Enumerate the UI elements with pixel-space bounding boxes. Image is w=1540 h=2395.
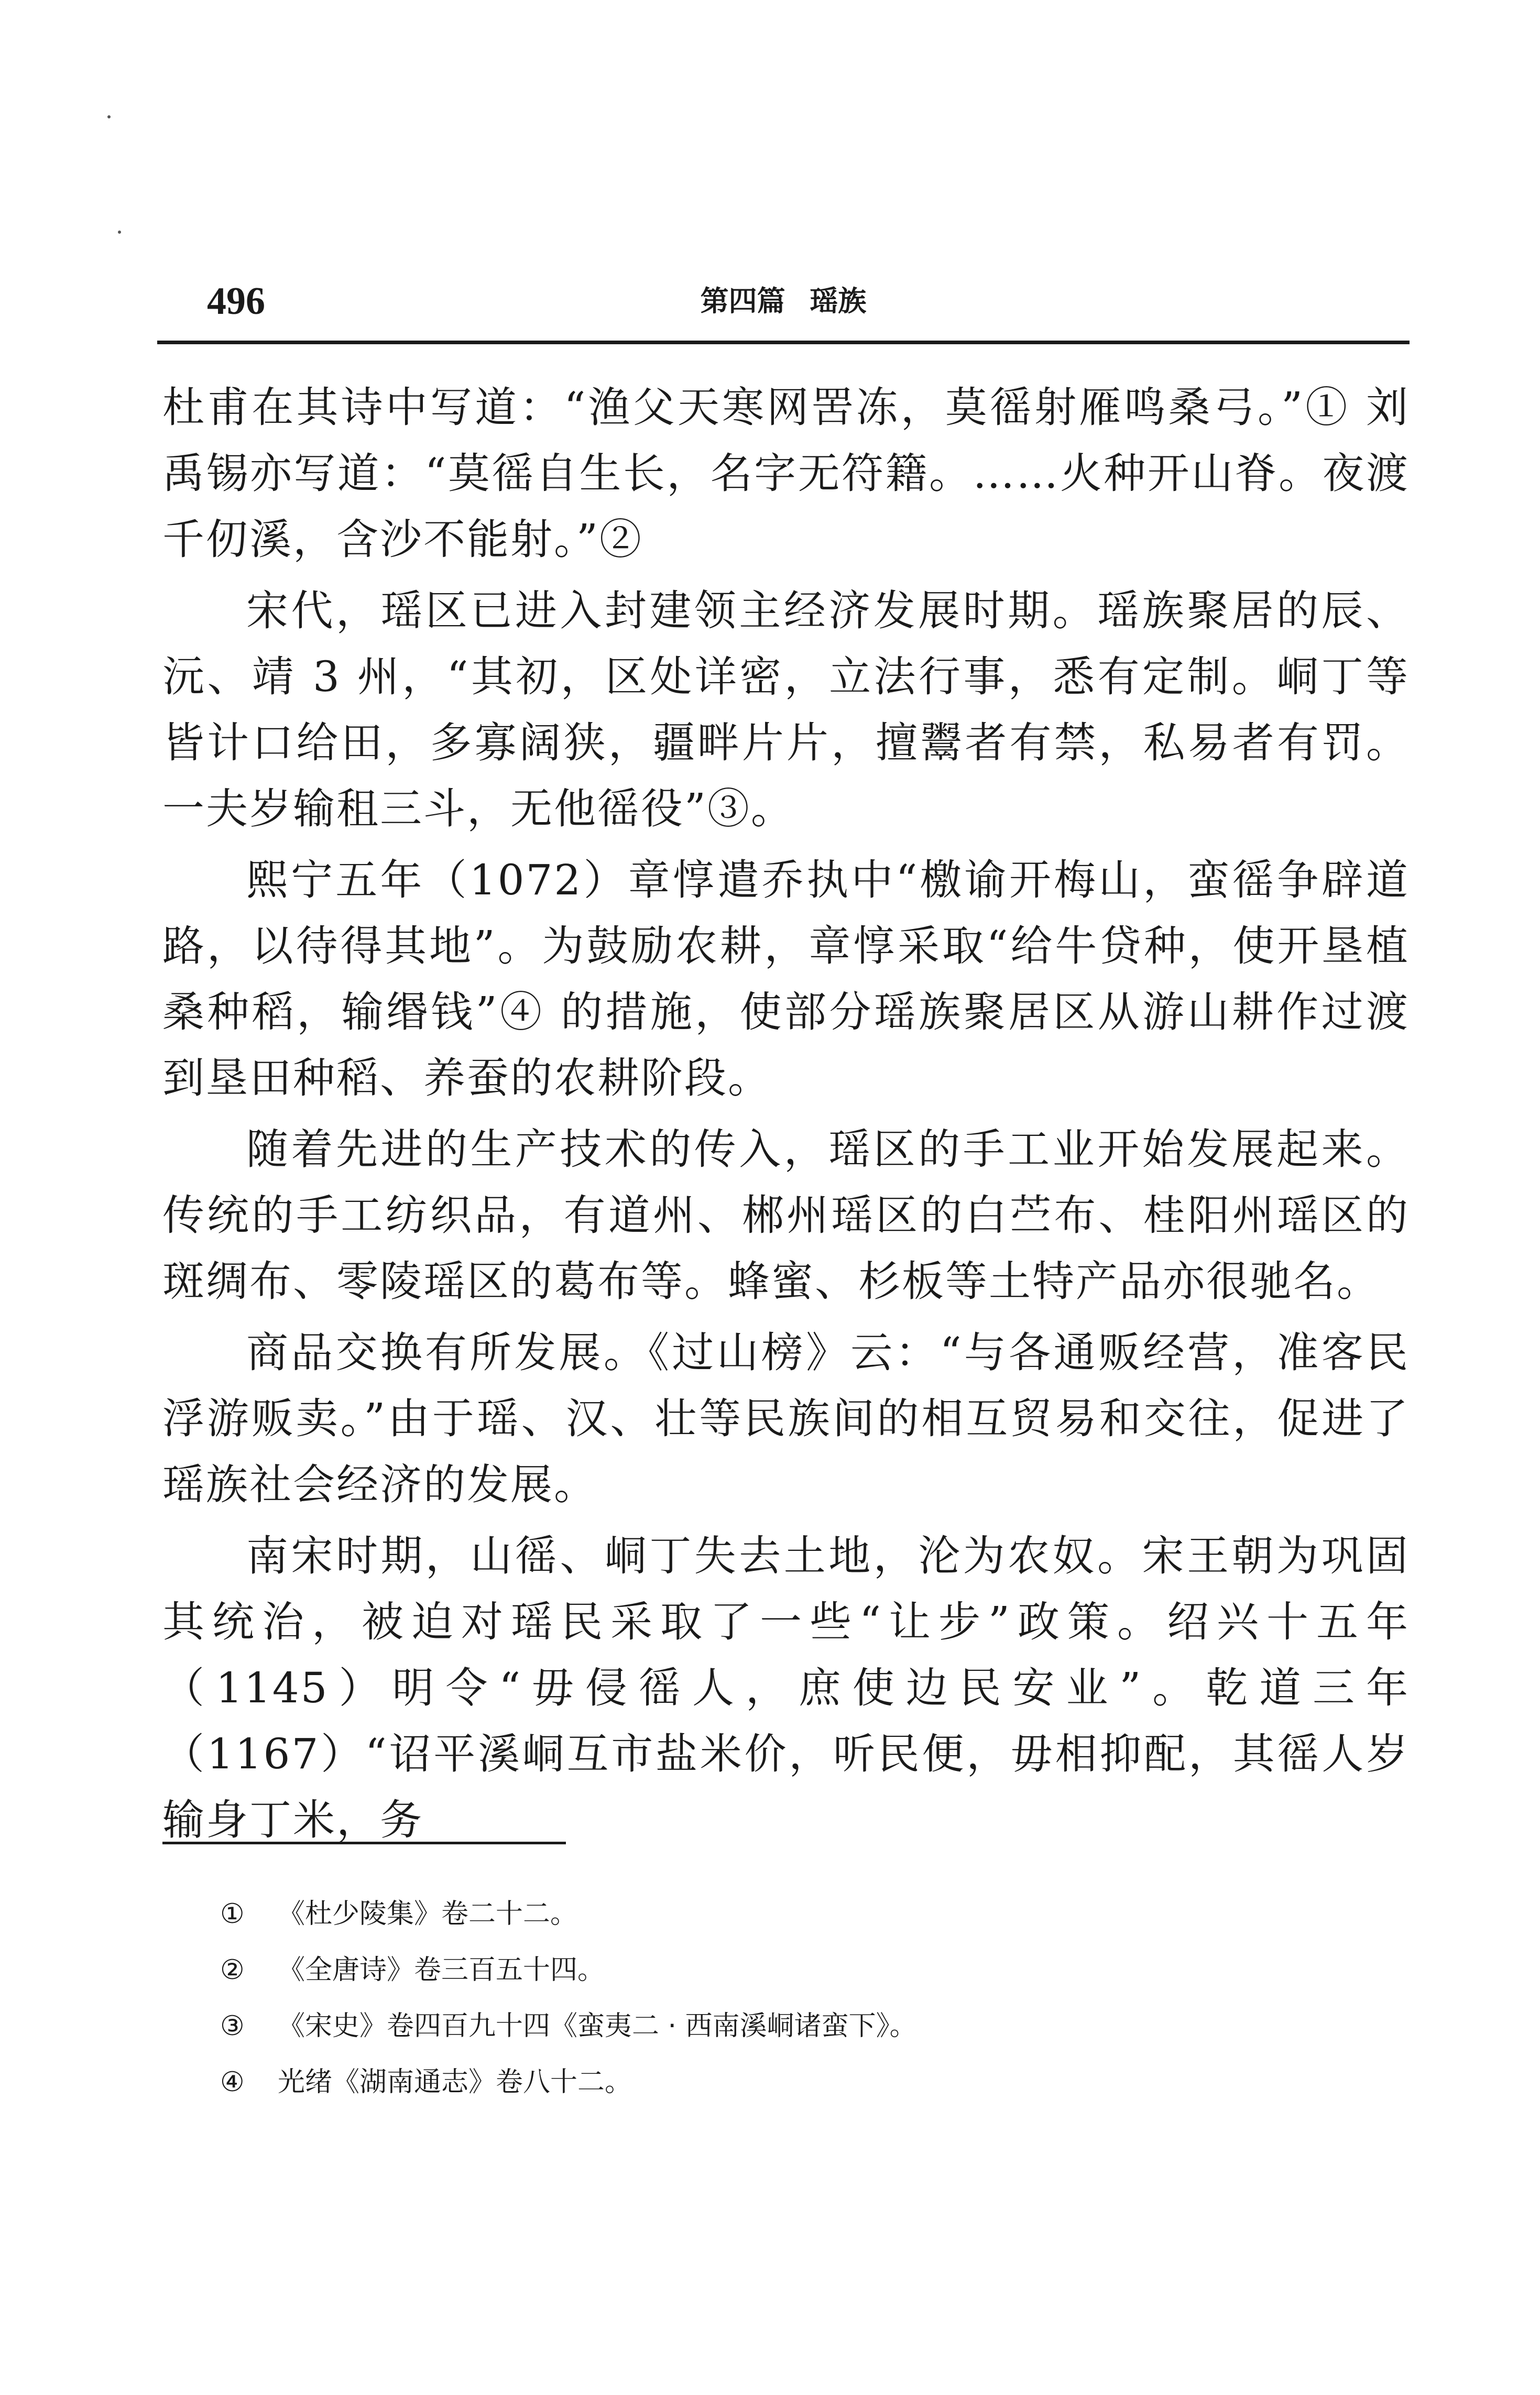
footnote-marker: ③ [220,2010,245,2042]
header-rule [157,341,1410,344]
paragraph: 宋代，瑶区已进入封建领主经济发展时期。瑶族聚居的辰、沅、靖 3 州，“其初，区处详密，立法行事，悉有定制。峒丁等皆计口给田，多寡阔狭，疆畔片片，擅鬻者有禁，私易者有罚。一夫岁输租三斗，无他徭役”③。 [162,586,1410,833]
footnotes [220,1886,1373,2110]
paragraph: 随着先进的生产技术的传入，瑶区的手工业开始发展起来。传统的手工纺织品，有道州、郴州瑶区的白苎布、桂阳州瑶区的斑绸布、零陵瑶区的葛布等。蜂蜜、杉板等土特产品亦很驰名。 [162,1125,1410,1306]
footnote-marker: ② [220,1954,245,1986]
paragraph: 商品交换有所发展。《过山榜》云：“与各通贩经营，准客民浮游贩卖。”由于瑶、汉、壮等民族间的相互贸易和交往，促进了瑶族社会经济的发展。 [162,1328,1410,1509]
footnote [220,1886,1373,1942]
footnote [220,1998,1373,2054]
footnote-marker: ④ [220,2066,245,2098]
footnote [220,2054,1373,2110]
paragraph: 南宋时期，山徭、峒丁失去土地，沦为农奴。宋王朝为巩固其统治，被迫对瑶民采取了一些“让步”政策。绍兴十五年（1145）明令“毋侵徭人，庶使边民安业”。乾道三年（1167）“诏平溪峒互市盐米价，听民便，毋相抑配，其徭人岁输身丁米，务 [162,1532,1410,1844]
scan-speck [107,115,111,118]
running-title [157,272,1410,330]
chapter-title: 瑶族 [810,285,867,318]
scan-speck [118,231,121,234]
footnote-text: 光绪《湖南通志》卷八十二。 [278,2066,632,2098]
page-number: 496 [207,280,265,323]
page-header [157,272,1410,330]
footnote-marker: ① [220,1898,245,1930]
paragraph: 杜甫在其诗中写道：“渔父天寒网罟冻，莫徭射雁鸣桑弓。”① 刘禹锡亦写道：“莫徭自生长，名字无符籍。……火种开山脊。夜渡千仞溪，含沙不能射。”② [162,383,1410,564]
footnote [220,1942,1373,1998]
footnote-rule [162,1842,566,1844]
footnote-text: 《杜少陵集》卷二十二。 [278,1898,578,1930]
footnote-text: 《全唐诗》卷三百五十四。 [278,1954,605,1986]
footnote-text: 《宋史》卷四百九十四《蛮夷二 · 西南溪峒诸蛮下》。 [278,2010,917,2042]
body-text [162,375,1410,1858]
part-title: 第四篇 [700,285,785,318]
paragraph: 熙宁五年（1072）章惇遣乔执中“檄谕开梅山，蛮徭争辟道路，以待得其地”。为鼓励农耕，章惇采取“给牛贷种，使开垦植桑种稻，输缗钱”④ 的措施，使部分瑶族聚居区从游山耕作过渡到垦田种稻、养蚕的农耕阶段。 [162,856,1410,1102]
